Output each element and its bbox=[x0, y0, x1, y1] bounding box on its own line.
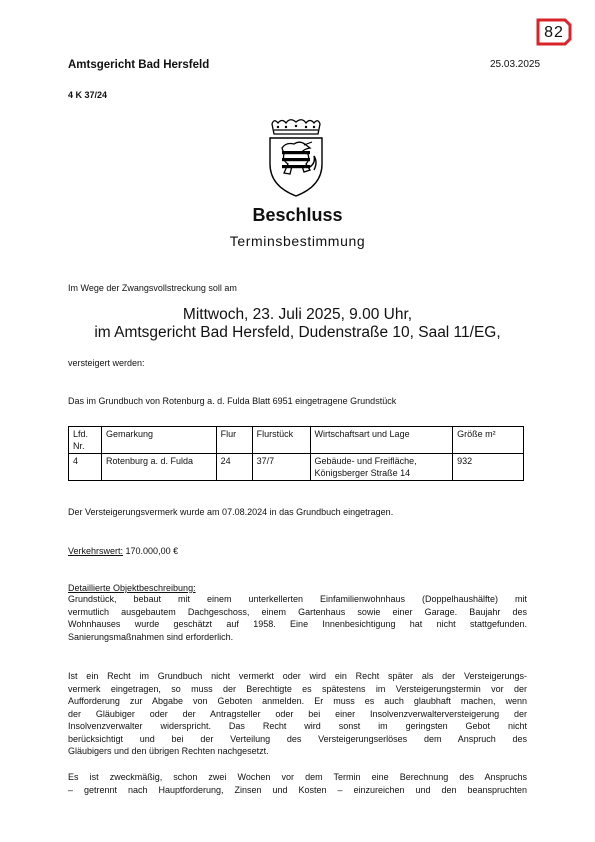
property-table bbox=[68, 426, 524, 481]
text-line: – getrennt nach Hauptforderung, Zinsen und Kosten – einzureichen und den beanspruchten bbox=[68, 784, 527, 795]
text-line: vermutlich ausgebautem Dachgeschoss, einem Gartenhaus sowie einer Garage. Baujahr des bbox=[68, 606, 527, 617]
market-value bbox=[68, 545, 178, 558]
table-header-cell: Wirtschaftsart und Lage bbox=[310, 427, 453, 454]
table-header-cell: Flurstück bbox=[252, 427, 310, 454]
hessen-coat-of-arms-icon bbox=[264, 118, 328, 198]
table-header-row bbox=[69, 427, 524, 454]
table-cell: 24 bbox=[216, 454, 252, 481]
land-register-text: Das im Grundbuch von Rotenburg a. d. Fulda Blatt 6951 eingetragene Grundstück bbox=[68, 396, 397, 406]
object-description-heading: Detaillierte Objektbeschreibung: bbox=[68, 583, 196, 593]
text-line: Sanierungsmaßnahmen sind erforderlich. bbox=[68, 631, 234, 642]
text-line: Wohnhauses wurde geschätzt auf 1958. Eine Innenbesichtigung hat nicht stattgefunden. bbox=[68, 619, 527, 629]
text-line: vermerk eingetragen, so muss der Berechtigte es spätestens im Versteigerungstermin vor der bbox=[68, 683, 527, 694]
page-number: 82 bbox=[544, 24, 564, 41]
table-header-cell: Lfd. Nr. bbox=[69, 427, 102, 454]
court-name: Amtsgericht Bad Hersfeld bbox=[68, 59, 210, 71]
document-subtitle: Terminsbestimmung bbox=[229, 233, 366, 249]
document-date: 25.03.2025 bbox=[490, 59, 541, 70]
table-cell: Gebäude- und Freifläche, Königsberger Straße 14 bbox=[310, 454, 453, 481]
text-line: Insolvenzverwalter widerspricht. Das Recht wird sonst im geringsten Gebot nicht bbox=[68, 721, 527, 731]
table-header-cell: Größe m² bbox=[453, 427, 524, 454]
table-cell: 4 bbox=[69, 454, 102, 481]
vermerk-text: Der Versteigerungsvermerk wurde am 07.08.2024 in das Grundbuch eingetragen. bbox=[68, 507, 394, 517]
table-header-cell: Gemarkung bbox=[101, 427, 216, 454]
rights-paragraph bbox=[68, 670, 527, 758]
page-number-badge bbox=[536, 18, 572, 46]
table-cell: 37/7 bbox=[252, 454, 310, 481]
advice-paragraph bbox=[68, 771, 527, 796]
table-row bbox=[69, 454, 524, 481]
object-description bbox=[68, 593, 527, 643]
text-line: Grundstück, bebaut mit einem unterkellerten Einfamilienwohnhaus (Doppelhaushälfte) mit bbox=[68, 594, 527, 604]
text-line: Aufforderung zur Abgabe von Geboten anmelden. Er muss es auch glaubhaft machen, wenn bbox=[68, 696, 527, 706]
auction-text: versteigert werden: bbox=[68, 358, 145, 368]
document-title: Beschluss bbox=[252, 205, 343, 225]
table-header-cell: Flur bbox=[216, 427, 252, 454]
market-value-label: Verkehrswert: bbox=[68, 546, 124, 556]
table-cell: 932 bbox=[453, 454, 524, 481]
text-line: Ist ein Recht im Grundbuch nicht vermerkt oder wird ein Recht später als der Versteigerungs- bbox=[68, 671, 527, 681]
intro-text: Im Wege der Zwangsvollstreckung soll am bbox=[68, 283, 237, 293]
market-value-amount: 170.000,00 € bbox=[123, 546, 179, 556]
table-cell: Rotenburg a. d. Fulda bbox=[101, 454, 216, 481]
file-number: 4 K 37/24 bbox=[68, 90, 108, 100]
appointment-location: im Amtsgericht Bad Hersfeld, Dudenstraße 10, Saal 11/EG, bbox=[94, 324, 501, 341]
text-line: Gläubigers und den übrigen Rechten nachgesetzt. bbox=[68, 746, 269, 756]
appointment-date: Mittwoch, 23. Juli 2025, 9.00 Uhr, bbox=[182, 306, 413, 323]
text-line: Es ist zweckmäßig, schon zwei Wochen vor dem Termin eine Berechnung des Anspruchs bbox=[68, 772, 527, 782]
text-line: der Gläubiger oder der Antragsteller oder bei einer Insolvenzverwalterversteigerung der bbox=[68, 708, 527, 719]
text-line: berücksichtigt und bei der Verteilung des Versteigerungserlöses dem Anspruch des bbox=[68, 733, 527, 744]
